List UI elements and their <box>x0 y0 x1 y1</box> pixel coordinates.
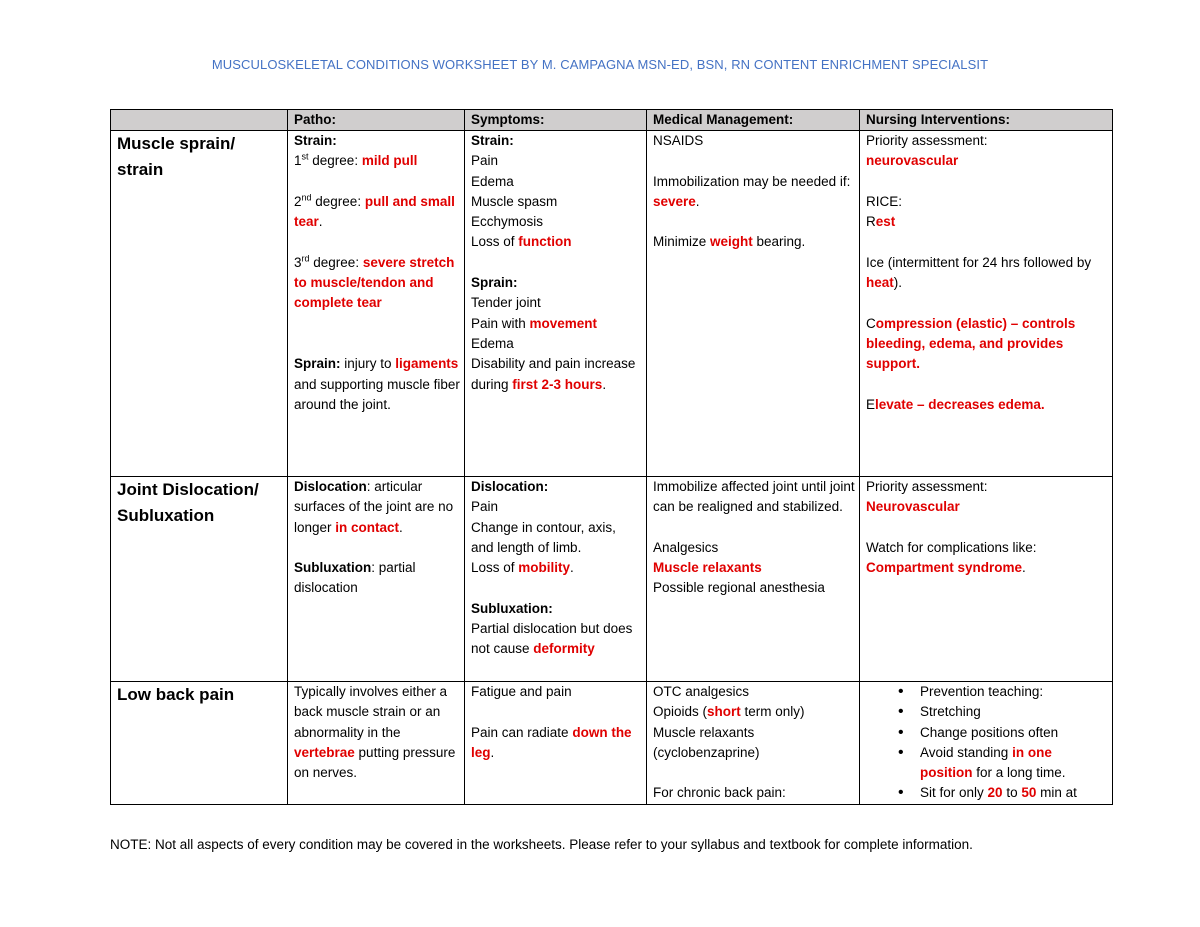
nursing-cell: Priority assessment: Neurovascular Watch for complications like: Compartment syndrome. <box>860 477 1113 682</box>
highlight-text: heat <box>866 275 894 291</box>
degree-text: degree: <box>311 193 365 209</box>
header-symptoms: Symptoms: <box>465 110 647 131</box>
header-patho: Patho: <box>288 110 465 131</box>
highlight-text: 20 <box>987 785 1003 801</box>
condition-label: Low back pain <box>117 685 235 704</box>
symptoms-cell: Dislocation: Pain Change in contour, axis, and length of limb. Loss of mobility. Subluxation: Partial dislocation but does not cause deformity <box>465 477 647 682</box>
highlight-text: deformity <box>533 641 595 657</box>
footnote: NOTE: Not all aspects of every condition may be covered in the worksheets. Please refer to your syllabus and textbook for complete information. <box>110 837 973 852</box>
sprain-label: Sprain: <box>471 275 518 291</box>
nursing-item: ). <box>893 275 903 291</box>
table-row <box>111 682 1113 805</box>
highlight-text: in one position <box>920 744 1052 781</box>
highlight-text: est <box>875 214 896 230</box>
highlight-text: mild pull <box>361 153 418 169</box>
nursing-cell <box>860 682 1113 805</box>
symptom-item: Pain with <box>471 315 530 331</box>
highlight-text: severe <box>653 193 696 209</box>
sprain-label: Sprain: <box>294 356 341 372</box>
nursing-item: Avoid standing <box>920 744 1013 760</box>
symptom-item: Change in contour, axis, and length of limb. <box>471 519 616 555</box>
header-medical-management: Medical Management: <box>647 110 860 131</box>
highlight-text: Neurovascular <box>866 499 960 515</box>
header-blank <box>111 110 288 131</box>
nursing-item: Watch for complications like: <box>866 539 1037 555</box>
nursing-item: E <box>866 396 876 412</box>
page-title: MUSCULOSKELETAL CONDITIONS WORKSHEET BY M. CAMPAGNA MSN-ED, BSN, RN CONTENT ENRICHMENT SPECIALSIT <box>211 57 989 72</box>
highlight-text: down the leg <box>471 724 632 760</box>
medical-item: term only) <box>740 704 805 720</box>
body-text: Typically involves either a back muscle strain or an abnormality in the <box>294 684 448 740</box>
list-item: • Change positions often <box>920 723 1108 743</box>
medical-item: (cyclobenzaprine) <box>653 744 760 760</box>
highlight-text: in contact <box>335 519 400 535</box>
condition-label: Joint Dislocation/ Subluxation <box>117 480 259 525</box>
condition-label: Muscle sprain/ strain <box>117 134 236 179</box>
medical-item: Opioids ( <box>653 704 708 720</box>
highlight-text: neurovascular <box>866 153 959 169</box>
medical-item: Muscle relaxants <box>653 724 755 740</box>
medical-cell <box>647 477 860 682</box>
header-row <box>111 110 1113 131</box>
symptom-item: Edema <box>471 173 514 189</box>
list-item <box>920 783 1108 803</box>
nursing-item: R <box>866 214 876 230</box>
highlight-text: ligaments <box>395 356 459 372</box>
degree-number: 3 <box>294 254 302 270</box>
strain-label: Strain: <box>471 133 514 148</box>
symptoms-cell: Strain: Pain Edema Muscle spasm Ecchymosis Loss of function Sprain: Tender joint Pain with movement Edema Disability and pain increase during first 2-3 hours. <box>465 131 647 477</box>
nursing-item: Priority assessment: <box>866 479 988 494</box>
body-text: putting pressure on nerves. <box>294 744 456 781</box>
medical-cell <box>647 682 860 805</box>
medical-item: OTC analgesics <box>653 684 750 699</box>
condition-cell <box>111 131 288 477</box>
symptom-item: Partial dislocation but does not cause <box>471 621 633 657</box>
strain-label: Strain: <box>294 133 337 148</box>
symptom-item: Loss of <box>471 234 519 250</box>
highlight-text: severe stretch to muscle/tendon and complete tear <box>294 254 455 311</box>
degree-number: 2 <box>294 193 302 209</box>
symptom-item: Pain <box>471 499 499 515</box>
header-nursing-interventions: Nursing Interventions: <box>860 110 1113 131</box>
degree-number: 1 <box>294 153 302 169</box>
nursing-item: Priority assessment: <box>866 133 988 148</box>
nursing-item: Sit for only <box>920 785 988 801</box>
worksheet-table <box>110 109 1113 805</box>
symptom-item: Pain can radiate <box>471 724 573 740</box>
dislocation-label: Dislocation <box>294 479 367 494</box>
highlight-text: pull and small tear <box>294 193 455 230</box>
degree-suffix: nd <box>301 192 312 203</box>
symptom-item: Loss of <box>471 560 519 576</box>
body-text: and supporting muscle fiber around the joint. <box>294 376 460 412</box>
highlight-text: weight <box>710 234 753 250</box>
list-item: • Stretching <box>920 702 1108 722</box>
medical-item: bearing. <box>752 234 806 250</box>
dislocation-label: Dislocation: <box>471 479 549 494</box>
medical-cell: NSAIDS Immobilization may be needed if: severe. Minimize weight bearing. <box>647 131 860 477</box>
degree-suffix: rd <box>301 253 310 264</box>
subluxation-label: Subluxation <box>294 560 372 576</box>
nursing-item: Ice (intermittent for 24 hrs followed by <box>866 254 1092 270</box>
medical-item: Minimize <box>653 234 711 250</box>
nursing-item: C <box>866 315 876 331</box>
nursing-item: for a long time. <box>972 765 1066 781</box>
highlight-text: function <box>518 234 572 250</box>
symptom-item: Ecchymosis <box>471 214 544 230</box>
table-row <box>111 131 1113 477</box>
degree-text: degree: <box>309 254 363 270</box>
symptom-item: Fatigue and pain <box>471 684 572 699</box>
degree-text: degree: <box>308 153 362 169</box>
body-text: : partial dislocation <box>294 560 416 596</box>
symptom-item: Edema <box>471 335 514 351</box>
table-row <box>111 477 1113 682</box>
nursing-item: min at <box>1036 785 1077 801</box>
patho-cell: Strain: 1st degree: mild pull 2nd degree: pull and small tear. 3rd degree: severe stretch to muscle/tendon and complete tear Sprain: injury to ligaments and supporting muscle fiber around the joint. <box>288 131 465 477</box>
symptom-item: Tender joint <box>471 295 541 311</box>
condition-cell <box>111 682 288 805</box>
nursing-cell <box>860 131 1113 477</box>
medical-item: Analgesics <box>653 539 719 555</box>
highlight-text: Compartment syndrome <box>866 560 1023 576</box>
body-text: : articular surfaces of the joint are no longer <box>294 479 454 535</box>
symptoms-cell: Fatigue and pain Pain can radiate down the leg. <box>465 682 647 805</box>
highlight-text: first 2-3 hours <box>512 376 603 392</box>
highlight-text: short <box>707 704 741 720</box>
patho-cell <box>288 682 465 805</box>
highlight-text: Muscle relaxants <box>653 560 762 576</box>
medical-item: Possible regional anesthesia <box>653 580 825 596</box>
subluxation-label: Subluxation: <box>471 600 553 616</box>
highlight-text: movement <box>529 315 598 331</box>
medical-item: Immobilize affected joint until joint can be realigned and stabilized. <box>653 479 855 515</box>
highlight-text: vertebrae <box>294 744 355 760</box>
nursing-item: to <box>1002 785 1022 801</box>
highlight-text: ompression (elastic) – controls bleeding, edema, and provides support. <box>866 315 1076 372</box>
symptom-item: Muscle spasm <box>471 193 558 209</box>
list-item <box>920 743 1108 784</box>
medical-item: For chronic back pain: <box>653 785 786 801</box>
patho-cell: Dislocation: articular surfaces of the joint are no longer in contact. Subluxation: partial dislocation <box>288 477 465 682</box>
medical-item: Immobilization may be needed if: <box>653 173 851 189</box>
highlight-text: levate – decreases edema. <box>875 396 1045 412</box>
highlight-text: mobility <box>518 560 571 576</box>
degree-suffix: st <box>301 151 309 162</box>
body-text: injury to <box>340 356 396 372</box>
symptom-item: Disability and pain increase during <box>471 356 636 392</box>
highlight-text: 50 <box>1021 785 1037 801</box>
medical-item: NSAIDS <box>653 133 704 148</box>
condition-cell <box>111 477 288 682</box>
nursing-bullet-list <box>866 682 1108 804</box>
symptom-item: Pain <box>471 153 499 169</box>
nursing-item: RICE: <box>866 193 903 209</box>
list-item: • Prevention teaching: <box>920 682 1108 702</box>
